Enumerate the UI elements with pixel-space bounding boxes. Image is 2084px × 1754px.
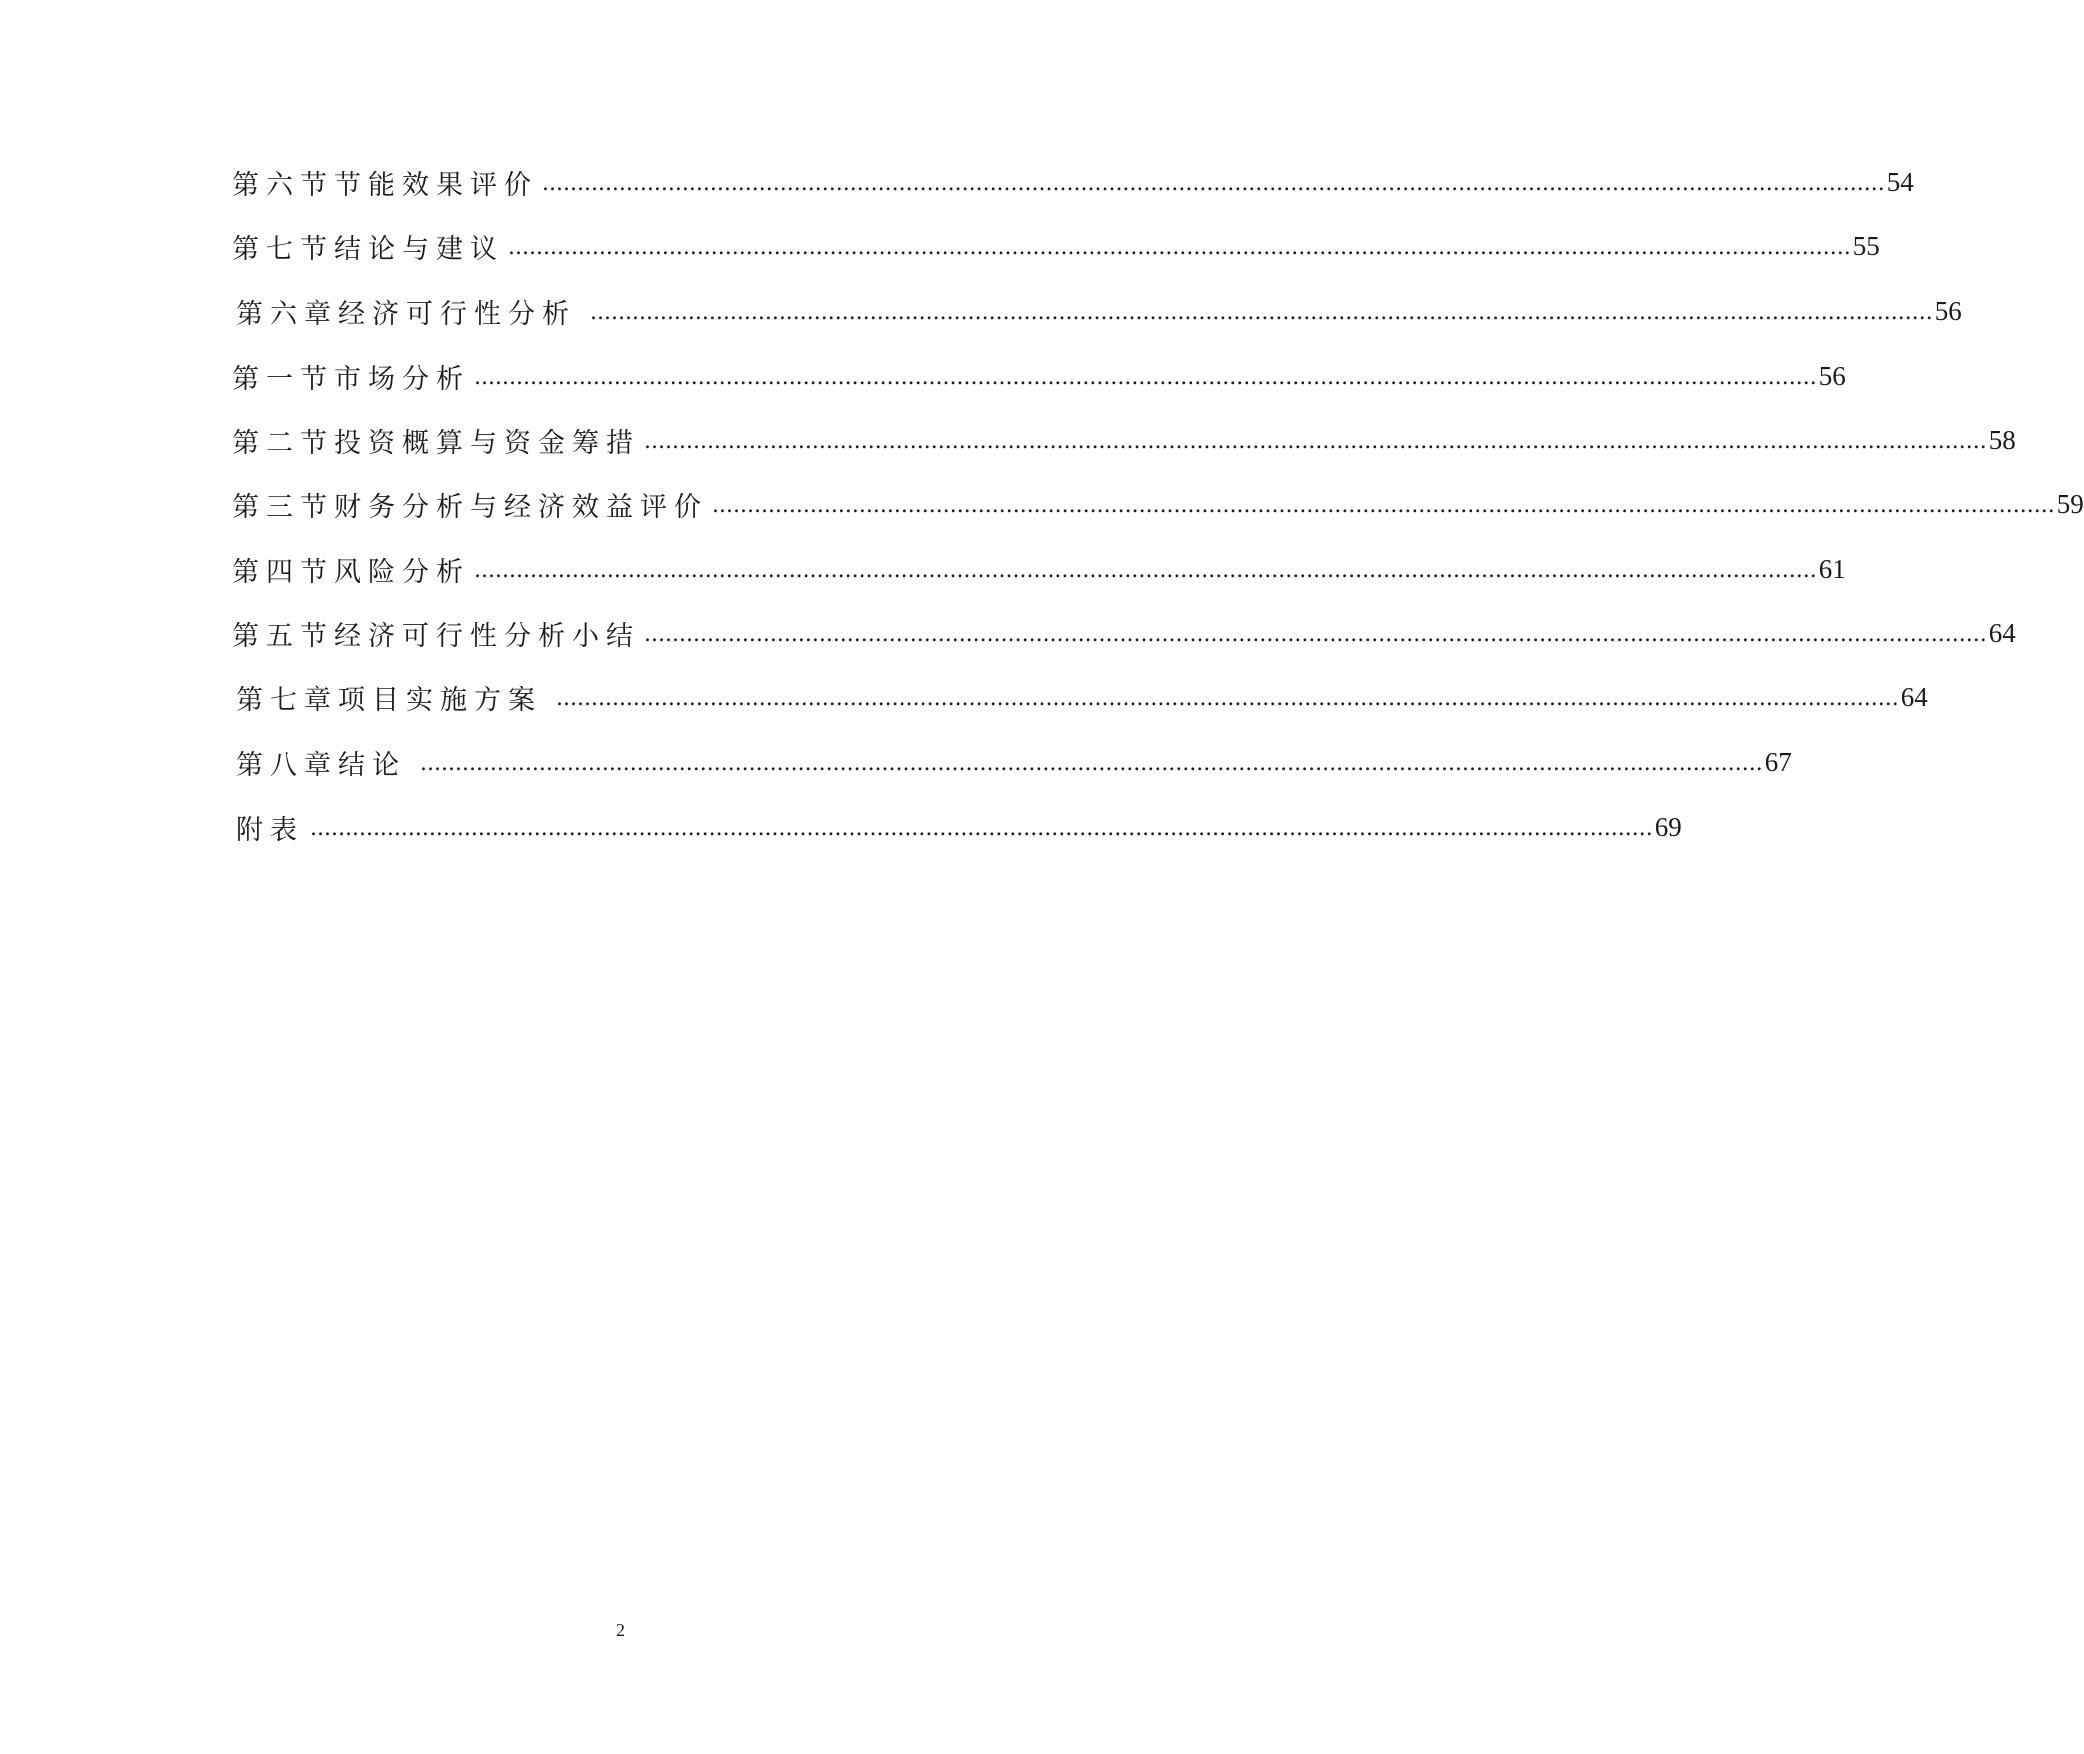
toc-entry-title: 风险分析 <box>334 556 470 588</box>
toc-page-number: 67 <box>1764 746 1792 777</box>
toc-entry[interactable] <box>232 482 2084 526</box>
toc-entry-label: 第六章 <box>236 298 338 330</box>
toc-entry[interactable] <box>236 675 1928 719</box>
toc-page-number: 64 <box>1900 681 1928 712</box>
toc-dot-leader: ................................................................................................................................................................................................ <box>556 686 1899 711</box>
toc-page-number: 61 <box>1818 553 1846 584</box>
toc-page-number: 64 <box>1988 617 2016 648</box>
toc-entry-label: 第三节 <box>232 491 334 523</box>
toc-page-number: 54 <box>1886 166 1914 197</box>
toc-entry-label: 第六节 <box>232 169 334 201</box>
toc-dot-leader: ................................................................................................................................................................................................ <box>310 816 1653 841</box>
toc-entry-title: 投资概算与资金筹措 <box>334 427 640 459</box>
toc-entry[interactable] <box>232 611 2016 655</box>
toc-entry[interactable] <box>236 805 1682 849</box>
toc-page-number: 56 <box>1934 295 1962 326</box>
toc-entry-title: 结论与建议 <box>334 233 504 265</box>
toc-dot-leader: ................................................................................................................................................................................................ <box>420 751 1763 776</box>
toc-entry[interactable] <box>236 740 1792 784</box>
toc-entry-label: 第一节 <box>232 363 334 395</box>
toc-entry-title: 结论 <box>338 749 406 781</box>
toc-entry-title: 项目实施方案 <box>338 684 542 716</box>
toc-entry-label: 第五节 <box>232 620 334 652</box>
toc-page-number: 55 <box>1852 230 1880 261</box>
page-footer-number: 2 <box>616 1620 625 1640</box>
toc-entry[interactable] <box>232 160 1914 204</box>
toc-entry-label: 第七章 <box>236 684 338 716</box>
toc-dot-leader: ................................................................................................................................................................................................ <box>644 429 1987 454</box>
toc-page-number: 69 <box>1654 811 1682 842</box>
toc-dot-leader: ................................................................................................................................................................................................ <box>474 365 1817 390</box>
toc-entry-label: 第八章 <box>236 749 338 781</box>
toc-entry[interactable] <box>232 354 1846 398</box>
toc-entry-title: 财务分析与经济效益评价 <box>334 491 708 523</box>
toc-dot-leader: ................................................................................................................................................................................................ <box>712 493 2055 518</box>
toc-entry-label: 附表 <box>236 814 304 846</box>
toc-entry-title: 经济可行性分析小结 <box>334 620 640 652</box>
toc-dot-leader: ................................................................................................................................................................................................ <box>644 622 1987 647</box>
toc-page-number: 58 <box>1988 424 2016 455</box>
toc-page-number: 59 <box>2056 488 2084 519</box>
toc-entry-label: 第二节 <box>232 427 334 459</box>
toc-entry[interactable] <box>236 289 1962 333</box>
toc-entry[interactable] <box>232 547 1846 591</box>
toc-dot-leader: ................................................................................................................................................................................................ <box>508 235 1851 260</box>
toc-entry-label: 第四节 <box>232 556 334 588</box>
toc-entry-title: 节能效果评价 <box>334 169 538 201</box>
toc-page-number: 56 <box>1818 360 1846 391</box>
toc-entry[interactable] <box>232 418 2016 462</box>
toc-dot-leader: ................................................................................................................................................................................................ <box>474 558 1817 583</box>
toc-dot-leader: ................................................................................................................................................................................................ <box>542 171 1885 196</box>
toc-entry-title: 经济可行性分析 <box>338 298 576 330</box>
toc-dot-leader: ................................................................................................................................................................................................ <box>590 300 1933 325</box>
toc-entry[interactable] <box>232 224 1880 268</box>
toc-entry-title: 市场分析 <box>334 363 470 395</box>
toc-entry-label: 第七节 <box>232 233 334 265</box>
